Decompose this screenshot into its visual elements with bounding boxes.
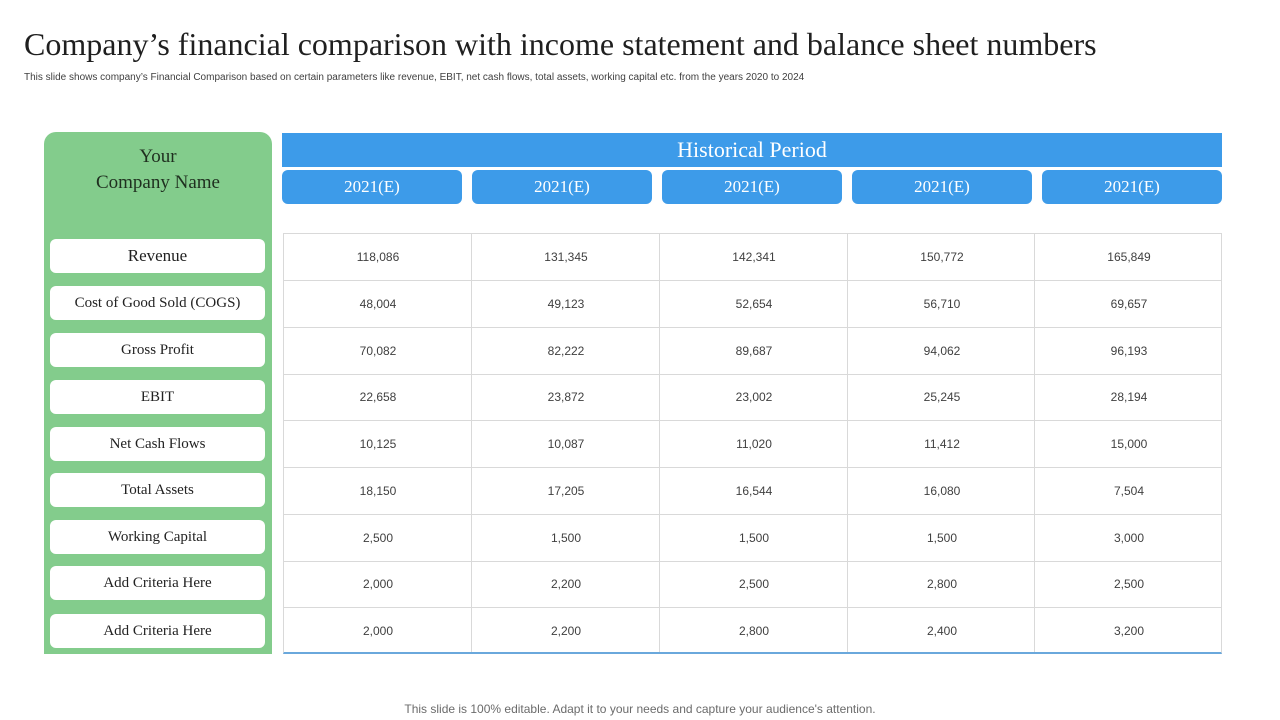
table-cell: 2,800 bbox=[926, 577, 958, 591]
slide-subtitle: This slide shows company’s Financial Comparison based on certain parameters like revenue, EBIT, net cash flows, total assets, working capital etc. from the years 2020 to 2024 bbox=[24, 72, 805, 83]
table-cell: 48,004 bbox=[359, 297, 397, 311]
table-cell: 7,504 bbox=[1113, 484, 1145, 498]
criteria-working-capital: Working Capital bbox=[50, 520, 265, 554]
table-cell: 2,000 bbox=[362, 577, 394, 591]
slide-title: Company’s financial comparison with income statement and balance sheet numbers bbox=[24, 26, 1097, 62]
table-cell: 131,345 bbox=[544, 250, 588, 264]
table-cell: 82,222 bbox=[547, 344, 585, 358]
criteria-revenue: Revenue bbox=[50, 239, 265, 273]
table-cell: 10,087 bbox=[547, 437, 585, 451]
table-cell: 23,872 bbox=[547, 390, 585, 404]
table-cell: 2,400 bbox=[926, 624, 958, 638]
footer-note: This slide is 100% editable. Adapt it to your needs and capture your audience's attention. bbox=[404, 702, 876, 716]
company-name-line1: Your bbox=[139, 146, 177, 167]
table-cell: 10,125 bbox=[359, 437, 397, 451]
table-cell: 11,412 bbox=[924, 437, 960, 451]
table-cell: 2,500 bbox=[1113, 577, 1145, 591]
data-table bbox=[283, 233, 1222, 654]
table-cell: 23,002 bbox=[735, 390, 773, 404]
table-cell: 11,020 bbox=[736, 437, 772, 451]
table-cell: 94,062 bbox=[923, 344, 961, 358]
table-cell: 49,123 bbox=[547, 297, 585, 311]
table-cell: 165,849 bbox=[1107, 250, 1151, 264]
table-cell: 18,150 bbox=[359, 484, 397, 498]
criteria-ebit: EBIT bbox=[50, 380, 265, 414]
table-cell: 52,654 bbox=[735, 297, 773, 311]
table-cell: 2,200 bbox=[550, 577, 582, 591]
year-header-5: 2021(E) bbox=[1042, 170, 1222, 204]
table-cell: 142,341 bbox=[732, 250, 776, 264]
year-header-4: 2021(E) bbox=[852, 170, 1032, 204]
table-cell: 2,000 bbox=[362, 624, 394, 638]
table-cell: 15,000 bbox=[1110, 437, 1148, 451]
year-header-1: 2021(E) bbox=[282, 170, 462, 204]
table-cell: 1,500 bbox=[738, 531, 770, 545]
criteria-panel bbox=[44, 132, 272, 654]
table-cell: 118,086 bbox=[356, 250, 400, 264]
year-header-3: 2021(E) bbox=[662, 170, 842, 204]
company-name-line2: Company Name bbox=[95, 172, 220, 193]
table-cell: 1,500 bbox=[926, 531, 958, 545]
table-cell: 16,080 bbox=[923, 484, 961, 498]
table-cell: 16,544 bbox=[735, 484, 773, 498]
table-cell: 56,710 bbox=[923, 297, 961, 311]
table-cell: 25,245 bbox=[923, 390, 961, 404]
table-cell: 2,500 bbox=[362, 531, 394, 545]
company-name bbox=[44, 144, 272, 196]
table-cell: 70,082 bbox=[359, 344, 397, 358]
table-cell: 69,657 bbox=[1110, 297, 1148, 311]
table-cell: 17,205 bbox=[547, 484, 585, 498]
table-cell: 28,194 bbox=[1110, 390, 1148, 404]
table-cell: 1,500 bbox=[550, 531, 582, 545]
criteria-total-assets: Total Assets bbox=[50, 473, 265, 507]
criteria-net-cash-flows: Net Cash Flows bbox=[50, 427, 265, 461]
table-cell: 2,500 bbox=[738, 577, 770, 591]
table-cell: 22,658 bbox=[359, 390, 397, 404]
historical-period-header: Historical Period bbox=[282, 133, 1222, 167]
table-cell: 3,200 bbox=[1113, 624, 1145, 638]
criteria-gross-profit: Gross Profit bbox=[50, 333, 265, 367]
table-cell: 89,687 bbox=[735, 344, 773, 358]
criteria-cogs: Cost of Good Sold (COGS) bbox=[50, 286, 265, 320]
table-cell: 150,772 bbox=[920, 250, 964, 264]
table-cell: 2,800 bbox=[738, 624, 770, 638]
criteria-add-2: Add Criteria Here bbox=[50, 614, 265, 648]
year-header-2: 2021(E) bbox=[472, 170, 652, 204]
table-cell: 3,000 bbox=[1113, 531, 1145, 545]
table-cell: 96,193 bbox=[1110, 344, 1148, 358]
criteria-add-1: Add Criteria Here bbox=[50, 566, 265, 600]
table-cell: 2,200 bbox=[550, 624, 582, 638]
